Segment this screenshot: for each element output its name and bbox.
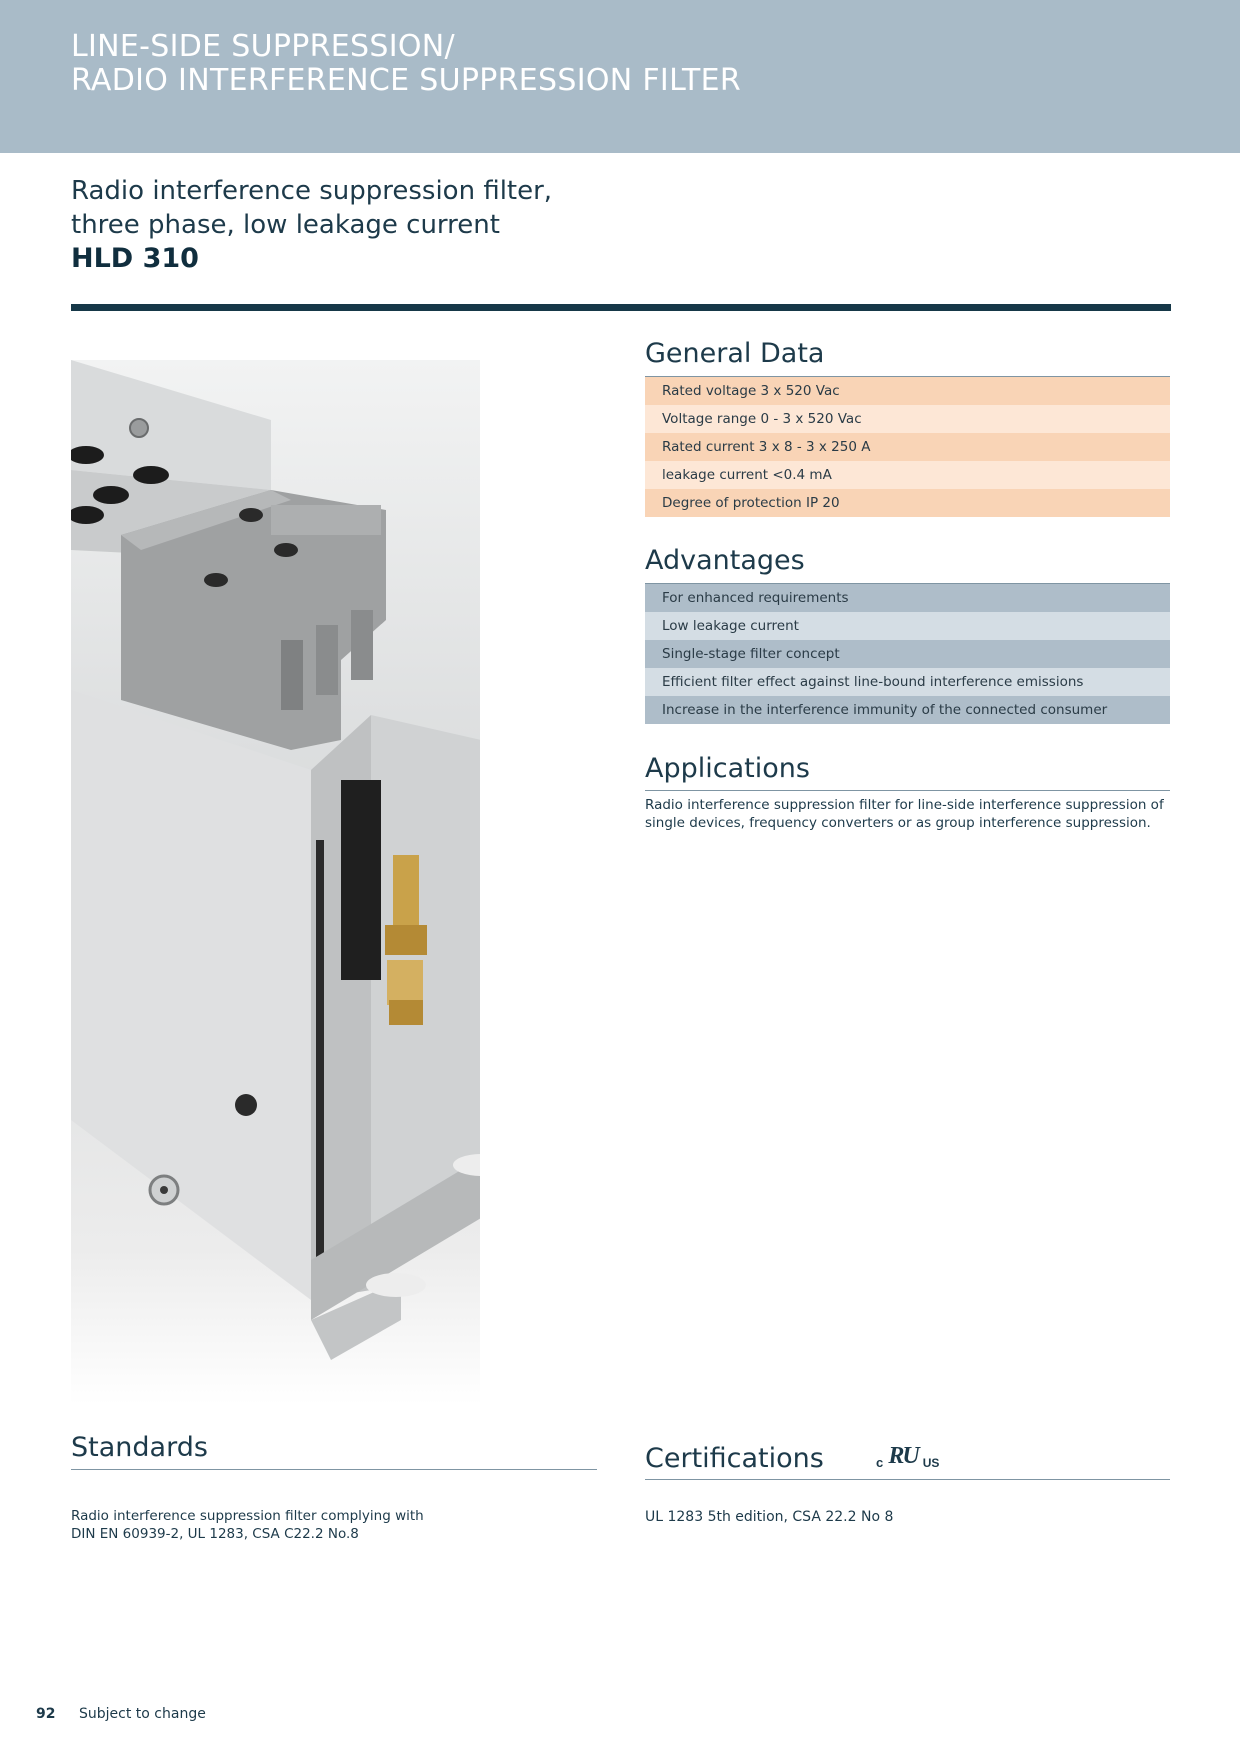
standards-rule [71, 1469, 597, 1470]
header-title-line2: RADIO INTERFERENCE SUPPRESSION FILTER [71, 63, 741, 98]
certifications-text: UL 1283 5th edition, CSA 22.2 No 8 [645, 1509, 894, 1525]
title-divider [71, 304, 1171, 311]
subtitle-line1: Radio interference suppression filter, [71, 176, 553, 206]
general-data-row: leakage current <0.4 mA [645, 461, 1170, 489]
general-data-row: Voltage range 0 - 3 x 520 Vac [645, 405, 1170, 433]
advantages-row: Increase in the interference immunity of the connected consumer [645, 696, 1170, 724]
standards-heading: Standards [71, 1432, 208, 1463]
subtitle-line2: three phase, low leakage current [71, 210, 500, 240]
advantages-heading: Advantages [645, 545, 805, 576]
general-data-row: Rated voltage 3 x 520 Vac [645, 377, 1170, 405]
certifications-rule [645, 1479, 1170, 1480]
advantages-row: Efficient filter effect against line-bound interference emissions [645, 668, 1170, 696]
cert-mark-us: US [922, 1456, 940, 1470]
advantages-row: For enhanced requirements [645, 584, 1170, 612]
product-subtitle [71, 174, 552, 276]
standards-text [71, 1507, 597, 1543]
product-model: HLD 310 [71, 243, 199, 274]
footer-note: Subject to change [79, 1706, 206, 1722]
page-number: 92 [36, 1706, 56, 1722]
general-data-row: Degree of protection IP 20 [645, 489, 1170, 517]
cru-us-mark-icon [876, 1443, 939, 1471]
certifications-heading: Certifications [645, 1443, 824, 1474]
applications-line1: Radio interference suppression filter for line-side interference suppression of [645, 797, 1164, 813]
standards-line1: Radio interference suppression filter complying with [71, 1508, 424, 1524]
cert-mark-c: c [876, 1455, 884, 1470]
product-photo [71, 360, 480, 1405]
applications-line2: single devices, frequency converters or as group interference suppression. [645, 815, 1151, 831]
header-title-line1: LINE-SIDE SUPPRESSION/ [71, 29, 455, 64]
applications-rule [645, 790, 1170, 791]
advantages-row: Single-stage filter concept [645, 640, 1170, 668]
advantages-row: Low leakage current [645, 612, 1170, 640]
page-header-title [71, 30, 741, 98]
standards-line2: DIN EN 60939-2, UL 1283, CSA C22.2 No.8 [71, 1526, 359, 1542]
cert-mark-ru: RU [888, 1443, 918, 1469]
applications-heading: Applications [645, 753, 810, 784]
general-data-heading: General Data [645, 338, 825, 369]
applications-text [645, 796, 1170, 832]
general-data-row: Rated current 3 x 8 - 3 x 250 A [645, 433, 1170, 461]
filter-illustration [71, 360, 480, 1405]
